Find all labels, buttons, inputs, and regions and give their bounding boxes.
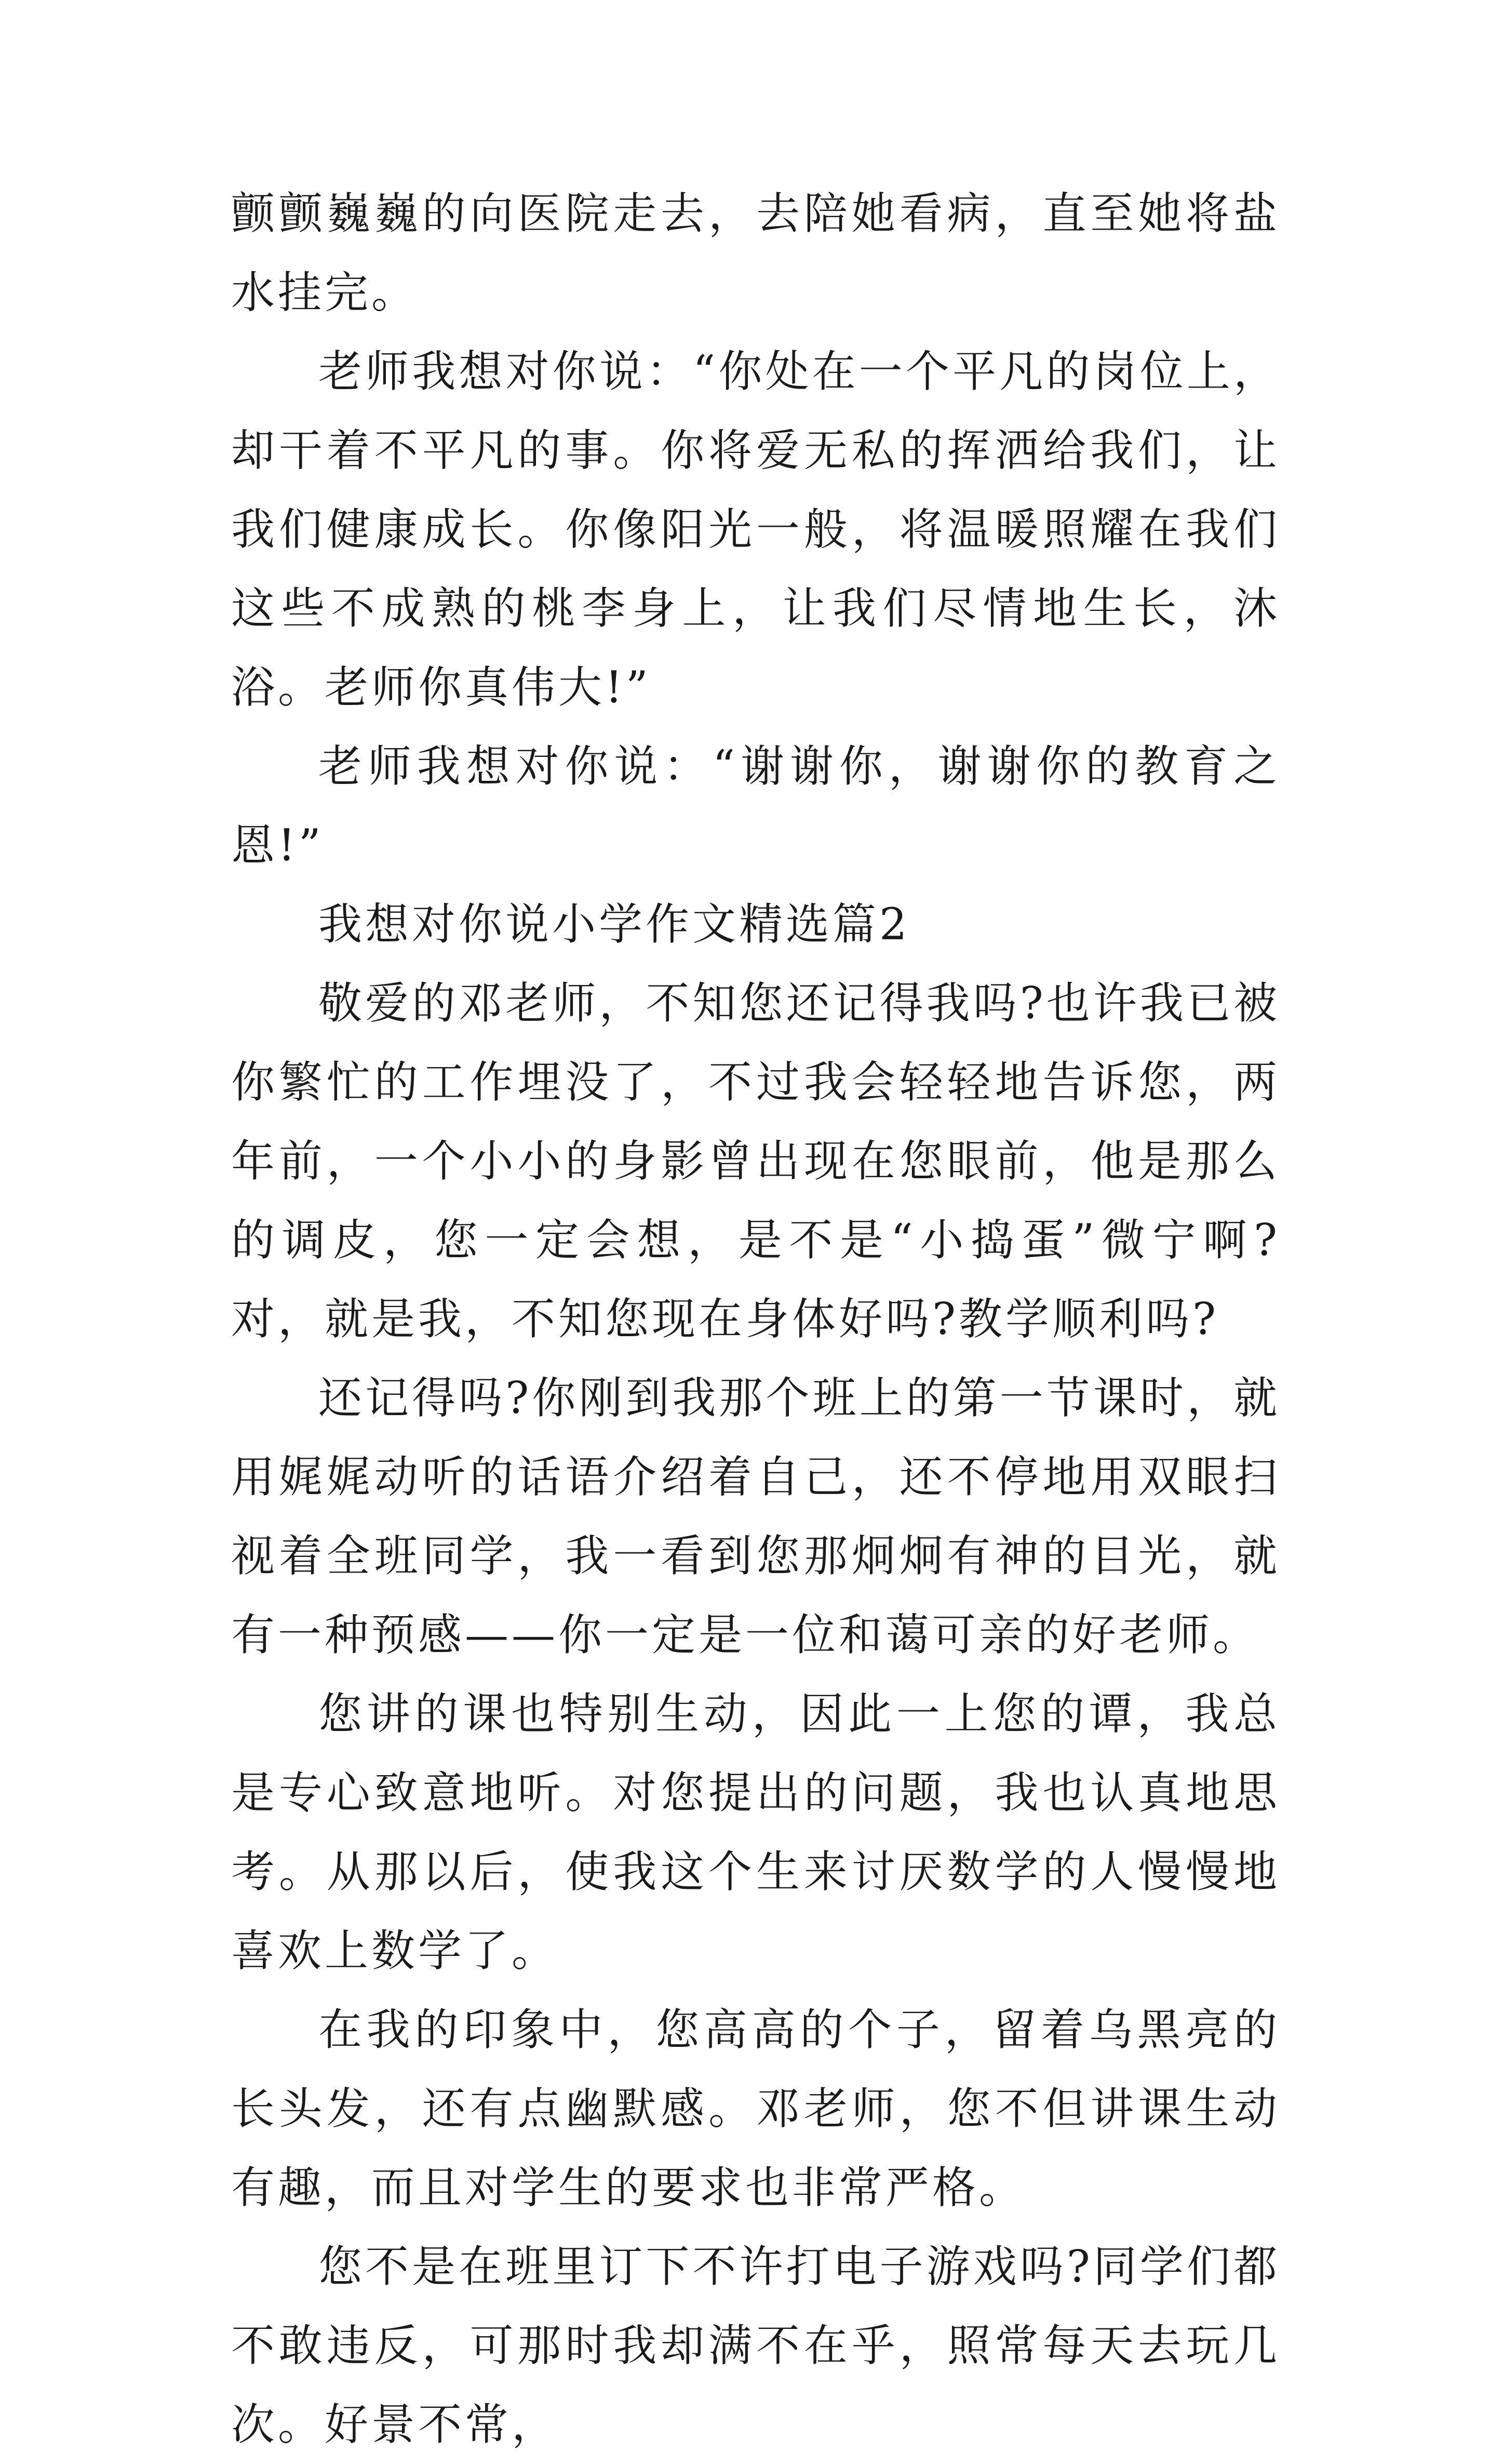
section-heading: 我想对你说小学作文精选篇2 <box>318 899 910 950</box>
paragraph-3: 老师我想对你说：“谢谢你，谢谢你的教育之恩!” <box>231 741 1280 871</box>
paragraph-6: 还记得吗?你刚到我那个班上的第一节课时，就用娓娓动听的话语介绍着自己，还不停地用双眼扫视着全班同学，我一看到您那炯炯有神的目光，就有一种预感——你一定是一位和蔼可亲的好老师。 <box>231 1373 1280 1660</box>
paragraph-2: 老师我想对你说：“你处在一个平凡的岗位上，却干着不平凡的事。你将爱无私的挥洒给我们，让我们健康成长。你像阳光一般，将温暖照耀在我们这些不成熟的桃李身上，让我们尽情地生长，沐浴。老师你真伟大!” <box>231 346 1280 713</box>
paragraph-9: 您不是在班里订下不许打电子游戏吗?同学们都不敢违反，可那时我却满不在乎，照常每天去玩几次。好景不常， <box>231 2241 1280 2450</box>
paragraph-8: 在我的印象中，您高高的个子，留着乌黑亮的长头发，还有点幽默感。邓老师，您不但讲课生动有趣，而且对学生的要求也非常严格。 <box>231 2004 1280 2213</box>
paragraph-5: 敬爱的邓老师，不知您还记得我吗?也许我已被你繁忙的工作埋没了，不过我会轻轻地告诉您，两年前，一个小小的身影曾出现在您眼前，他是那么的调皮，您一定会想，是不是“小捣蛋”微宁啊?对，就是我，不知您现在身体好吗?教学顺利吗? <box>231 978 1280 1344</box>
paragraph-7: 您讲的课也特别生动，因此一上您的谭，我总是专心致意地听。对您提出的问题，我也认真地思考。从那以后，使我这个生来讨厌数学的人慢慢地喜欢上数学了。 <box>231 1688 1280 1976</box>
paragraph-1: 颤颤巍巍的向医院走去，去陪她看病，直至她将盐水挂完。 <box>231 188 1280 318</box>
document-body <box>231 174 1280 2464</box>
